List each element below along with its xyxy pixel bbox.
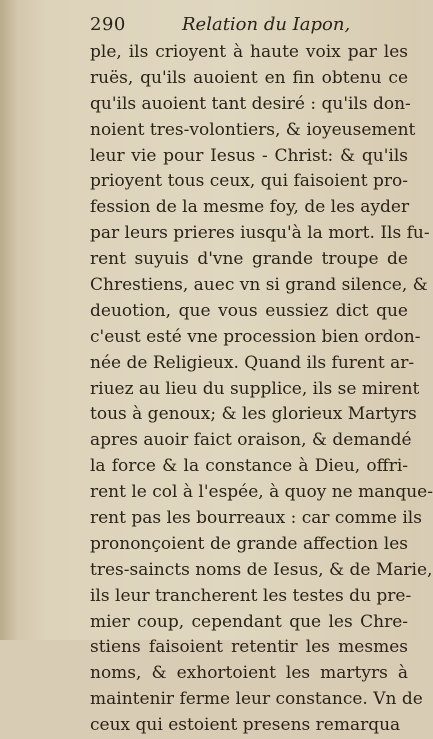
text-line: deuotion, que vous eussiez dict que	[90, 300, 408, 321]
text-line: noms, & exhortoient les martyrs à	[90, 663, 408, 684]
text-line: fession de la mesme foy, de les ayder	[90, 197, 410, 218]
text-line: prioyent tous ceux, qui faisoient pro-	[90, 171, 408, 192]
text-line: rent pas les bourreaux : car comme ils	[90, 508, 422, 529]
text-line: ple, ils crioyent à haute voix par les	[90, 42, 408, 62]
text-line: qu'ils auoient tant desiré : qu'ils don-	[90, 93, 411, 114]
text-line: Chrestiens, auec vn si grand silence, &	[90, 275, 428, 296]
text-line: rent suyuis d'vne grande troupe de	[90, 249, 408, 270]
page-header	[90, 14, 400, 40]
text-line: apres auoir faict oraison, & demandé	[90, 430, 412, 451]
text-line: prononçoient de grande affection les	[90, 533, 408, 554]
text-line: c'eust esté vne procession bien ordon-	[90, 326, 421, 347]
text-line: rent le col à l'espée, à quoy ne manque-	[90, 482, 433, 503]
text-line: tres-saincts noms de Iesus, & de Marie,	[90, 559, 433, 580]
text-line: ceux qui estoient presens remarqua	[90, 715, 401, 736]
text-line: leur vie pour Iesus - Christ: & qu'ils	[90, 145, 408, 166]
running-title: Relation du Iapon,	[182, 14, 351, 35]
text-line: née de Religieux. Quand ils furent ar-	[90, 352, 415, 373]
text-line: riuez au lieu du supplice, ils se mirent	[90, 378, 420, 399]
text-line: ruës, qu'ils auoient en fin obtenu ce	[90, 67, 408, 88]
page-number: 290	[90, 14, 126, 35]
body-text	[90, 40, 433, 739]
text-line: maintenir ferme leur constance. Vn de	[90, 689, 423, 710]
text-line: stiens faisoient retentir les mesmes	[90, 637, 408, 658]
text-line: mier coup, cependant que les Chre-	[90, 611, 408, 632]
text-line: tous à genoux; & les glorieux Martyrs	[90, 404, 417, 425]
text-line: la force & la constance à Dieu, offri-	[90, 456, 408, 477]
text-line: noient tres-volontiers, & ioyeusement	[90, 119, 416, 140]
text-line: par leurs prieres iusqu'à la mort. Ils fu-	[90, 223, 430, 244]
text-line: ils leur trancherent les testes du pre-	[90, 585, 412, 606]
